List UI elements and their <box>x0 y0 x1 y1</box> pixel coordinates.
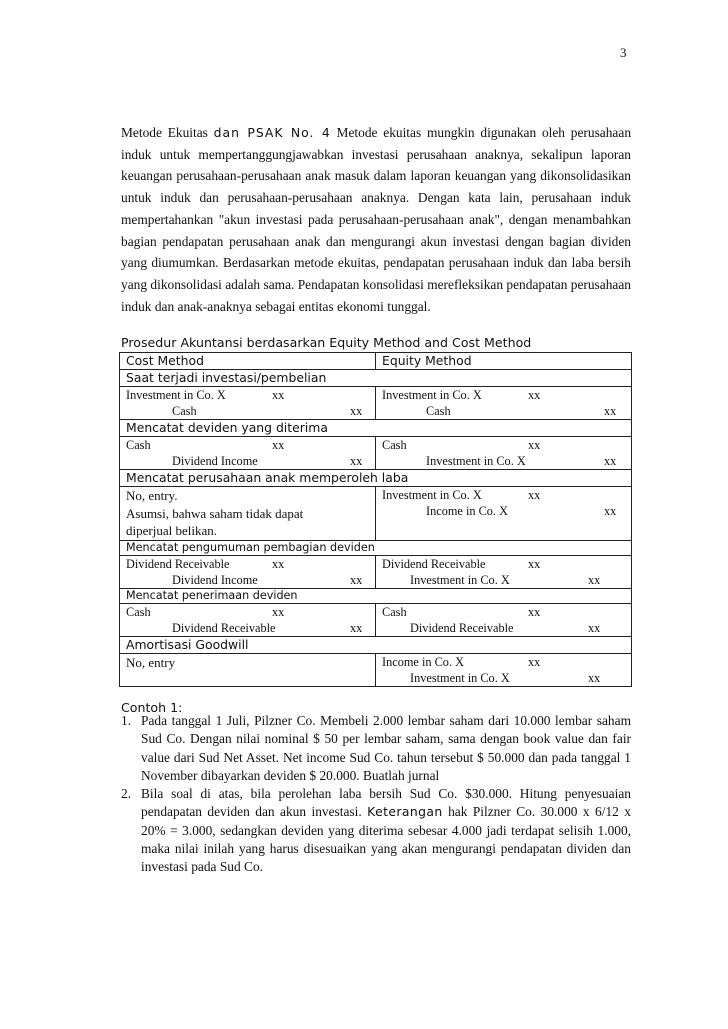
journal-line <box>382 620 625 636</box>
section-heading: Amortisasi Goodwill <box>120 636 632 653</box>
question-number: 2. <box>121 786 132 802</box>
credit-amount: xx <box>604 454 617 468</box>
cost-entry-cell <box>120 555 376 588</box>
question-text-sans: Keterangan <box>367 804 443 820</box>
account-name: Investment in Co. X <box>410 572 510 587</box>
account-name: Income in Co. X <box>382 654 464 669</box>
section-heading: Mencatat pengumuman pembagian deviden <box>120 540 632 555</box>
journal-entry-row <box>120 437 632 470</box>
journal-entry-row <box>120 555 632 588</box>
section-heading-row <box>120 370 632 387</box>
account-name: Dividend Receivable <box>382 556 486 571</box>
debit-amount: xx <box>272 438 285 452</box>
credit-amount: xx <box>350 404 363 418</box>
account-name: Dividend Receivable <box>126 556 230 571</box>
account-name: Cash <box>382 604 407 619</box>
question-2 <box>121 785 631 876</box>
account-name: Investment in Co. X <box>382 488 482 502</box>
debit-amount: xx <box>272 388 285 402</box>
credit-amount: xx <box>350 454 363 468</box>
account-name: Dividend Income <box>172 454 258 468</box>
account-name: Dividend Income <box>172 572 258 587</box>
journal-line <box>382 604 625 620</box>
account-name: Cash <box>172 404 197 418</box>
section-heading-row <box>120 540 632 555</box>
debit-amount: xx <box>528 654 541 669</box>
intro-paragraph <box>121 122 631 317</box>
equity-entry-cell <box>376 487 632 541</box>
journal-entry-row <box>120 603 632 636</box>
journal-line <box>382 503 625 519</box>
page-number: 3 <box>620 45 627 60</box>
journal-line <box>382 556 625 572</box>
journal-line <box>126 453 369 469</box>
account-name: Cash <box>426 404 451 418</box>
intro-lead-sans: dan PSAK No. 4 <box>213 125 331 140</box>
intro-lead: Metode Ekuitas <box>121 125 208 140</box>
journal-entry-row <box>120 653 632 686</box>
journal-line <box>382 670 625 686</box>
cost-entry-cell <box>120 653 376 686</box>
journal-line <box>126 387 369 403</box>
section-heading-row <box>120 588 632 603</box>
cost-entry-cell <box>120 387 376 420</box>
section-heading-row <box>120 470 632 487</box>
header-equity-method: Equity Method <box>376 353 632 370</box>
credit-amount: xx <box>604 504 617 518</box>
credit-amount: xx <box>350 620 363 635</box>
cost-entry-cell <box>120 487 376 541</box>
account-name: Dividend Receivable <box>410 620 514 635</box>
section-heading-row <box>120 636 632 653</box>
cost-note-line: Asumsi, bahwa saham tidak dapat <box>126 505 304 521</box>
credit-amount: xx <box>588 572 601 587</box>
cost-entry-cell <box>120 603 376 636</box>
question-number: 1. <box>121 713 132 728</box>
journal-line <box>126 604 369 620</box>
question-1 <box>121 712 631 785</box>
account-name: Dividend Receivable <box>172 620 276 635</box>
header-cost-method: Cost Method <box>120 353 376 370</box>
table-title: Prosedur Akuntansi berdasarkan Equity Method and Cost Method <box>121 335 532 350</box>
question-text-b: hak Pilzner Co. 30.000 x 6/12 x 20% = 3.000, sedangkan deviden yang diterima sebesar 4.000 jadi terdapat selisih 1.000, maka nilai inilah yang harus disesuaikan yang akan mengurangi pendapatan dividen dan investasi pada Sud Co. <box>141 804 631 875</box>
account-name: Cash <box>126 438 151 452</box>
table-header-row <box>120 353 632 370</box>
intro-body: Metode ekuitas mungkin digunakan oleh perusahaan induk untuk mempertanggungjawabkan investasi perusahaan anaknya, sekalipun laporan keuangan perusahaan-perusahaan anak masuk dalam laporan keuangan yang dikonsolidasikan untuk induk dan perusahaan-perusahaan anaknya. Dengan kata lain, perusahaan induk mempertahankan "akun investasi pada perusahaan-perusahaan anak", dengan menambahkan bagian pendapatan perusahaan anak dan mengurangi akun investasi dengan bagian dividen yang diumumkan. Berdasarkan metode ekuitas, pendapatan perusahaan induk dan laba bersih yang dikonsolidasi adalah sama. Pendapatan konsolidasi merefleksikan pendapatan perusahaan induk dan anak-anaknya sebagai entitas ekonomi tunggal. <box>121 125 632 314</box>
journal-line <box>382 654 625 670</box>
journal-line <box>126 403 369 419</box>
journal-line <box>126 620 369 636</box>
cost-note-line: No, entry. <box>126 488 178 503</box>
section-heading: Mencatat penerimaan deviden <box>120 588 632 603</box>
journal-line <box>126 556 369 572</box>
section-heading: Saat terjadi investasi/pembelian <box>120 370 632 387</box>
journal-line <box>126 572 369 588</box>
account-name: Investment in Co. X <box>426 454 526 468</box>
equity-entry-cell <box>376 555 632 588</box>
question-text: Pada tanggal 1 Juli, Pilzner Co. Membeli 2.000 lembar saham dari 10.000 lembar saham Sud Co. Dengan nilai nominal $ 50 per lembar saham, sama dengan book value dan fair value dari Sud Net Asset. Net income Sud Co. tahun tersebut $ 50.000 dan pada tanggal 1 November dibayarkan deviden $ 20.000. Buatlah jurnal <box>141 713 631 783</box>
debit-amount: xx <box>528 438 541 452</box>
journal-line <box>126 437 369 453</box>
journal-line <box>382 387 625 403</box>
accounting-procedure-table <box>119 352 632 687</box>
account-name: Investment in Co. X <box>382 388 482 402</box>
section-heading-row <box>120 420 632 437</box>
journal-line <box>382 572 625 588</box>
credit-amount: xx <box>588 670 601 685</box>
debit-amount: xx <box>272 604 285 619</box>
debit-amount: xx <box>272 556 285 571</box>
example-questions <box>121 712 631 877</box>
cost-entry-cell <box>120 437 376 470</box>
journal-line <box>382 487 625 503</box>
account-name: Income in Co. X <box>426 504 508 518</box>
journal-line <box>382 437 625 453</box>
account-name: Investment in Co. X <box>126 388 226 402</box>
credit-amount: xx <box>588 620 601 635</box>
equity-entry-cell <box>376 603 632 636</box>
debit-amount: xx <box>528 604 541 619</box>
equity-entry-cell <box>376 387 632 420</box>
account-name: Investment in Co. X <box>410 670 510 685</box>
debit-amount: xx <box>528 556 541 571</box>
credit-amount: xx <box>604 404 617 418</box>
section-heading: Mencatat deviden yang diterima <box>120 420 632 437</box>
journal-line <box>382 403 625 419</box>
debit-amount: xx <box>528 388 541 402</box>
example-title: Contoh 1: <box>121 700 183 715</box>
account-name: Cash <box>126 604 151 619</box>
equity-entry-cell <box>376 437 632 470</box>
section-heading: Mencatat perusahaan anak memperoleh laba <box>120 470 632 487</box>
equity-entry-cell <box>376 653 632 686</box>
credit-amount: xx <box>350 572 363 587</box>
cost-note-line: No, entry <box>126 654 176 670</box>
journal-line <box>382 453 625 469</box>
cost-note-line: diperjual belikan. <box>126 523 217 538</box>
journal-entry-row <box>120 387 632 420</box>
account-name: Cash <box>382 438 407 452</box>
debit-amount: xx <box>528 488 541 502</box>
journal-entry-row <box>120 487 632 541</box>
question-text-a: Bila soal di atas, bila perolehan laba bersih Sud Co. $30.000. Hitung penyesuaian pendapatan deviden dan akun investasi. <box>141 786 631 820</box>
